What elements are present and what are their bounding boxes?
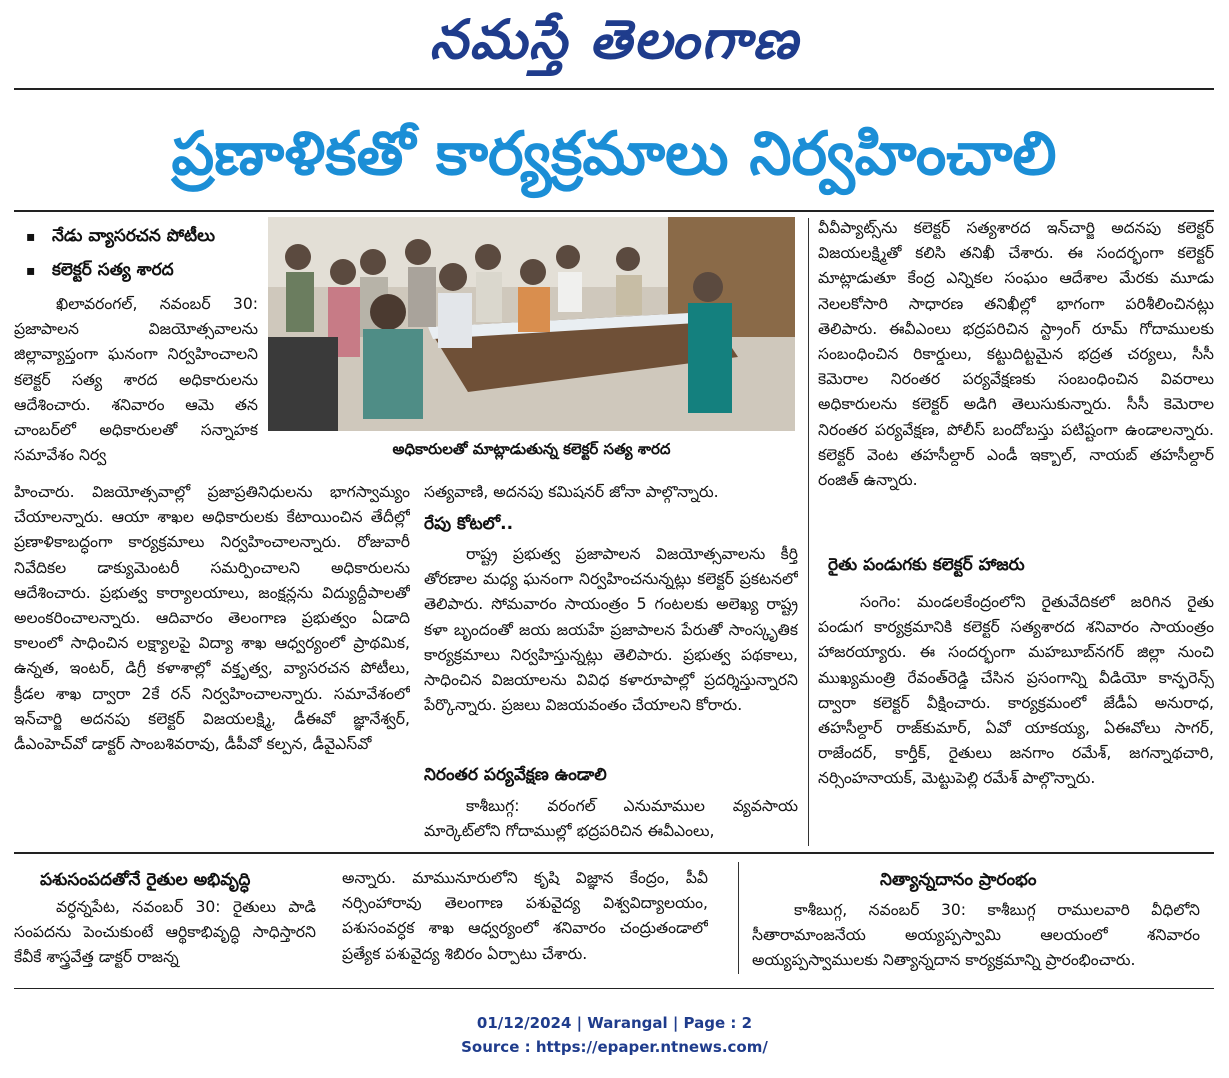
article-col1-top: ఖిలావరంగల్, నవంబర్ 30: ప్రజాపాలన విజయోత్సవాలను జిల్లావ్యాప్తంగా ఘనంగా నిర్వహించాలని కలెక్టర్ సత్య శారద అధికారులను ఆదేశించారు. శనివారం ఆమె తన చాంబర్‌లో అధికారులతో సన్నాహక సమావేశం నిర్వ: [14, 295, 258, 465]
story2-p2: అన్నారు. మామునూరులోని కృషి విజ్ఞాన కేంద్రం, పీవీ నర్సింహారావు తెలంగాణ పశువైద్య విశ్వవిద్యాలయం, పశుసంవర్ధక శాఖ ఆధ్వర్యంలో శనివారం చంద్రుతండాలో ప్రత్యేక పశువైద్య శిబిరం ఏర్పాటు చేశారు.: [342, 869, 708, 963]
story-divider: [738, 862, 739, 974]
bullet-essay-competition: ▪ నేడు వ్యాసరచన పోటీలు: [26, 224, 215, 249]
story3-p1: కాశీబుగ్గ, నవంబర్ 30: కాశీబుగ్గ రాములవారి వీధిలోని సీతారామాంజనేయ అయ్యప్పస్వామి ఆలయంలో శనివారం అయ్యప్పస్వాములకు నిత్యాన్నదాన కార్యక్రమాన్ని ప్రారంభించారు.: [752, 901, 1200, 970]
bullet-collector-name: ▪ కలెక్టర్ సత్య శారద: [26, 258, 174, 283]
footer-source[interactable]: Source : https://epaper.ntnews.com/: [461, 1038, 768, 1056]
subheading-rythu-panduga: రైతు పండుగకు కలెక్టర్ హాజరు: [828, 555, 1025, 575]
article-col2-intro: సత్యవాణి, అదనపు కమిషనర్ జోనా పాల్గొన్నారు.: [424, 483, 719, 501]
story2-headline: పశుసంపదతోనే రైతుల అభివృద్ధి: [40, 870, 251, 890]
article-col2-p1: రాష్ట్ర ప్రభుత్వ ప్రజాపాలన విజయోత్సవాలను కీర్తి తోరణాల మధ్య ఘనంగా నిర్వహించనున్నట్లు కలెక్టర్ ప్రకటనలో తెలిపారు. సోమవారం సాయంత్రం 5 గంటలకు అలెఖ్య రాష్ట్ర కళా బృందంతో జయ జయహే ప్రజాపాలన పేరుతో సాంస్కృతిక కార్యక్రమాలు నిర్వహిస్తున్నట్లు తెలిపారు. ప్రభుత్వ పథకాలు, సాధించిన విజయాలను వివిధ కళారూపాల్లో ప్రదర్శిస్తున్నారని పేర్కొన్నారు. ప్రజలు విజయవంతం చేయాలని కోరారు.: [424, 545, 798, 715]
meeting-photo: [268, 217, 795, 431]
story3-headline: నిత్యాన్నదానం ప్రారంభం: [880, 870, 1037, 890]
photo-caption: అధికారులతో మాట్లాడుతున్న కలెక్టర్ సత్య శారద: [392, 440, 671, 458]
column-divider: [808, 218, 809, 846]
story2-p1: వర్ధన్నపేట, నవంబర్ 30: రైతులు పాడి సంపదను పెంచుకుంటే ఆర్థికాభివృద్ధి సాధిస్తారని కేవీకే శాస్త్రవేత్త డాక్టర్ రాజన్న: [14, 898, 316, 967]
footer-divider: [14, 988, 1214, 989]
meeting-photo-illustration: [268, 217, 795, 431]
footer-date-edition: 01/12/2024 | Warangal | Page : 2: [476, 1014, 753, 1032]
masthead-divider: [14, 88, 1214, 90]
headline-divider: [14, 210, 1214, 212]
article-col3-p2: సంగెం: మండలకేంద్రంలోని రైతువేదికలో జరిగిన రైతు పండుగ కార్యక్రమానికి కలెక్టర్ సత్యశారద శనివారం సాయంత్రం హాజరయ్యారు. ఈ సందర్భంగా మహబూబ్‌నగర్ జిల్లా నుంచి ముఖ్యమంత్రి రేవంత్‌రెడ్డి చేసిన ప్రసంగాన్ని వీడియో కాన్ఫరెన్స్ ద్వారా కలెక్టర్ వీక్షించారు. కార్యక్రమంలో జేడీఏ అనురాధ, తహసీల్దార్ రాజ్‌కుమార్, ఏవో యాకయ్య, ఏఈవోలు సాగర్, రాజేందర్, కార్తీక్, రైతులు జనగాం రమేశ్, జగన్నాథచారి, నర్సింహనాయక్, మెట్టుపెల్లి రమేశ్ పాల్గొన్నారు.: [818, 593, 1214, 788]
article-col3-p1: వీవీప్యాట్స్‌ను కలెక్టర్ సత్యశారద ఇన్‌చార్జి అదనపు కలెక్టర్ విజయలక్ష్మితో కలిసి తనిఖీ చేశారు. ఈ సందర్భంగా కలెక్టర్ మాట్లాడుతూ కేంద్ర ఎన్నికల సంఘం ఆదేశాల మేరకు మూడు నెలలకోసారి సాధారణ తనిఖీల్లో భాగంగా పరిశీలించినట్లు తెలిపారు. ఈవీఎంలు భద్రపరిచిన స్ట్రాంగ్ రూమ్ గోదాములకు సంబంధించిన రికార్డులు, కట్టుదిట్టమైన భద్రత చర్యలు, సీసీ కెమెరాల నిరంతర పర్యవేక్షణకు సంబంధించిన వివరాలు అధికారులను కలెక్టర్ అడిగి తెలుసుకున్నారు. సీసీ కెమెరాల నిరంతర పర్యవేక్షణ, పోలీస్ బందోబస్తు పటిష్టంగా ఉండాలన్నారు. కలెక్టర్ వెంట తహసీల్దార్ ఎండీ ఇక్బాల్, నాయబ్ తహసీల్దార్ రంజిత్ ఉన్నారు.: [818, 219, 1214, 490]
article-col2-p2: కాశీబుగ్గ: వరంగల్ ఎనుమాముల వ్యవసాయ మార్కెట్‌లోని గోదాముల్లో భద్రపరిచిన ఈవీఎంలు,: [424, 797, 798, 841]
newspaper-masthead: నమస్తే తెలంగాణ: [429, 7, 800, 71]
main-headline: ప్రణాళికతో కార్యక్రమాలు నిర్వహించాలి: [171, 119, 1057, 189]
article-col1-bottom: హించారు. విజయోత్సవాల్లో ప్రజాప్రతినిధులను భాగస్వామ్యం చేయాలన్నారు. ఆయా శాఖల అధికారులకు కేటాయించిన తేదీల్లో ప్రణాళికాబద్ధంగా కార్యక్రమాలు నిర్వహించాలన్నారు. రోజువారీ నివేదికల డాక్యుమెంటరీ సమర్పించాలని అధికారులను ఆదేశించారు. ప్రభుత్వ కార్యాలయాలు, జంక్షన్లను విద్యుద్దీపాలతో అలంకరించాలన్నారు. ఆదివారం తెలంగాణ ప్రభుత్వం ఏడాది కాలంలో సాధించిన లక్ష్యాలపై విద్యా శాఖ ఆధ్వర్యంలో ప్రాథమిక, ఉన్నత, ఇంటర్, డిగ్రీ కళాశాల్లో వక్తృత్వ, వ్యాసరచన పోటీలు, క్రీడల శాఖ ద్వారా 2కే రన్ నిర్వహించాలన్నారు. సమావేశంలో ఇన్‌చార్జి అదనపు కలెక్టర్ విజయలక్ష్మి, డీఈవో జ్ఞానేశ్వర్, డీఎంహెచ్‌వో డాక్టర్ సాంబశివరావు, డీపీవో కల్పన, డీవైఎస్‌వో: [14, 483, 410, 754]
subheading-continuous-monitoring: నిరంతర పర్యవేక్షణ ఉండాలి: [424, 765, 607, 785]
subheading-fort-tomorrow: రేపు కోటలో..: [424, 514, 514, 534]
bottom-divider: [14, 852, 1214, 854]
